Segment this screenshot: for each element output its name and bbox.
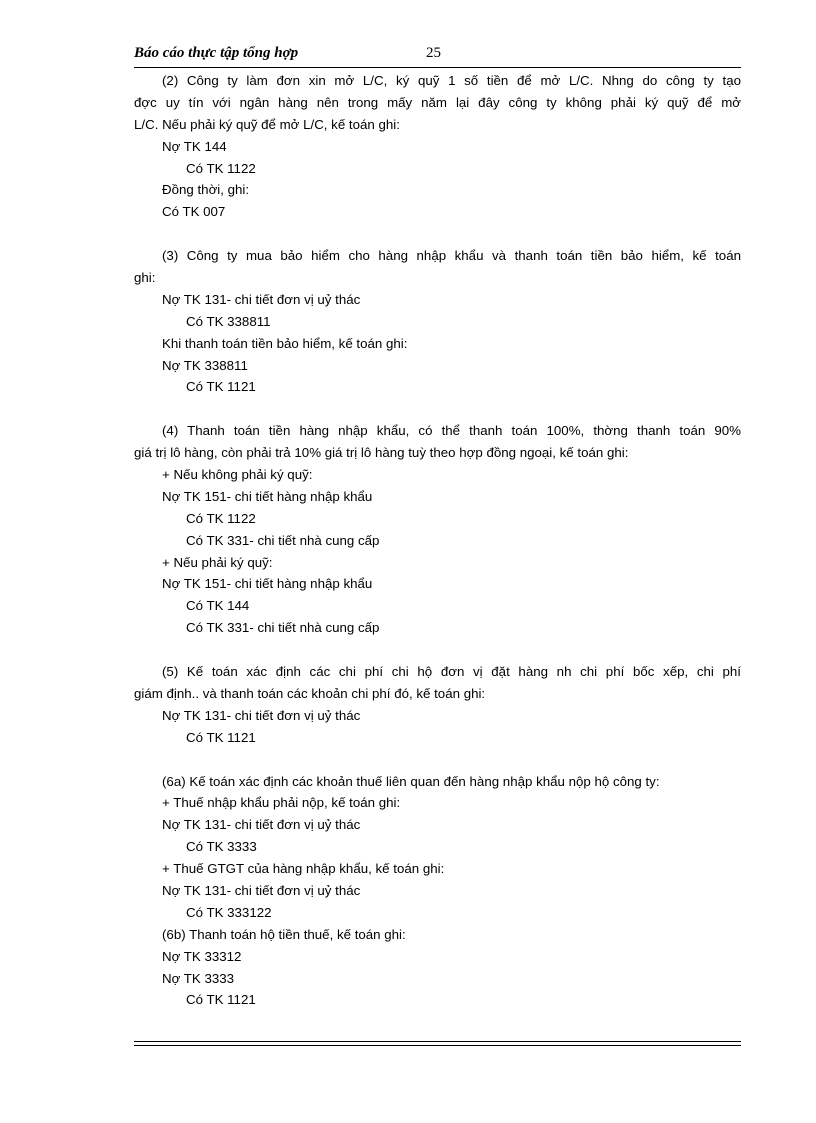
text-line: Có TK 333122 xyxy=(186,904,272,920)
footer-rule xyxy=(134,1041,741,1046)
section-1 xyxy=(134,70,741,223)
text-line: Nợ TK 3333 xyxy=(162,970,235,986)
section-5 xyxy=(134,771,741,1012)
text-line: Khi thanh toán tiền bảo hiểm, kế toán ghi: xyxy=(162,335,408,351)
text-line: Nợ TK 131- chi tiết đơn vị uỷ thác xyxy=(162,817,361,833)
text-line: (4) Thanh toán tiền hàng nhập khẩu, có thể thanh toán 100%, thờng thanh toán 90% xyxy=(162,423,741,439)
text-line: + Nếu phải ký quỹ: xyxy=(162,554,273,570)
text-line: + Thuế GTGT của hàng nhập khẩu, kế toán ghi: xyxy=(162,861,445,877)
text-line: (6a) Kế toán xác định các khoản thuế liên quan đến hàng nhập khẩu nộp hộ công ty: xyxy=(162,773,660,789)
page-header xyxy=(134,45,741,67)
text-line: Có TK 1122 xyxy=(186,160,256,176)
text-line: Nợ TK 131- chi tiết đơn vị uỷ thác xyxy=(162,882,361,898)
page-number: 25 xyxy=(426,45,441,61)
report-title: Báo cáo thực tập tổng hợp xyxy=(134,45,299,61)
paragraph-gap xyxy=(134,398,741,420)
text-line: Nợ TK 151- chi tiết hàng nhập khẩu xyxy=(162,488,373,504)
paragraph-gap xyxy=(134,639,741,661)
text-line: + Thuế nhập khẩu phải nộp, kế toán ghi: xyxy=(162,795,401,811)
text-line: Có TK 1121 xyxy=(186,379,256,395)
text-line: (5) Kế toán xác định các chi phí chi hộ đơn vị đặt hàng nh chi phí bốc xếp, chi phí xyxy=(162,664,741,680)
text-line: Nợ TK 131- chi tiết đơn vị uỷ thác xyxy=(162,291,361,307)
text-line: Có TK 1121 xyxy=(186,992,256,1008)
text-line: Nợ TK 33312 xyxy=(162,948,242,964)
text-line: Nợ TK 151- chi tiết hàng nhập khẩu xyxy=(162,576,373,592)
text-line: + Nếu không phải ký quỹ: xyxy=(162,467,313,483)
text-line: Có TK 331- chi tiết nhà cung cấp xyxy=(186,532,380,548)
text-line: Có TK 3333 xyxy=(186,839,257,855)
text-line: Đồng thời, ghi: xyxy=(162,182,250,198)
text-line: (3) Công ty mua bảo hiểm cho hàng nhập khẩu và thanh toán tiền bảo hiểm, kế toán xyxy=(162,248,741,264)
text-line: Có TK 331- chi tiết nhà cung cấp xyxy=(186,620,380,636)
text-line: đợc uy tín với ngân hàng nên trong mấy năm lại đây công ty không phải ký quỹ để mở xyxy=(134,94,741,110)
section-4 xyxy=(134,661,741,749)
text-line: giám định.. và thanh toán các khoản chi phí đó, kế toán ghi: xyxy=(134,685,486,701)
text-line: giá trị lô hàng, còn phải trả 10% giá trị lô hàng tuỳ theo hợp đồng ngoại, kế toán ghi: xyxy=(134,445,629,461)
header-rule xyxy=(134,67,741,68)
text-line: Có TK 1121 xyxy=(186,729,256,745)
text-line: Có TK 144 xyxy=(186,598,250,614)
text-line: Có TK 007 xyxy=(162,204,226,220)
text-line: Nợ TK 131- chi tiết đơn vị uỷ thác xyxy=(162,707,361,723)
text-line: Có TK 338811 xyxy=(186,313,271,329)
text-line: ghi: xyxy=(134,270,156,286)
text-line: (2) Công ty làm đơn xin mở L/C, ký quỹ 1 số tiền để mở L/C. Nhng do công ty tạo xyxy=(162,73,741,88)
text-line: Nợ TK 338811 xyxy=(162,357,248,373)
text-line: (6b) Thanh toán hộ tiền thuế, kế toán ghi: xyxy=(162,926,406,942)
section-3 xyxy=(134,420,741,639)
text-line: Nợ TK 144 xyxy=(162,138,227,154)
text-line: L/C. Nếu phải ký quỹ để mở L/C, kế toán ghi: xyxy=(134,116,400,132)
paragraph-gap xyxy=(134,223,741,245)
section-2 xyxy=(134,245,741,398)
paragraph-gap xyxy=(134,749,741,771)
document-body xyxy=(134,70,741,1011)
text-line: Có TK 1122 xyxy=(186,510,256,526)
